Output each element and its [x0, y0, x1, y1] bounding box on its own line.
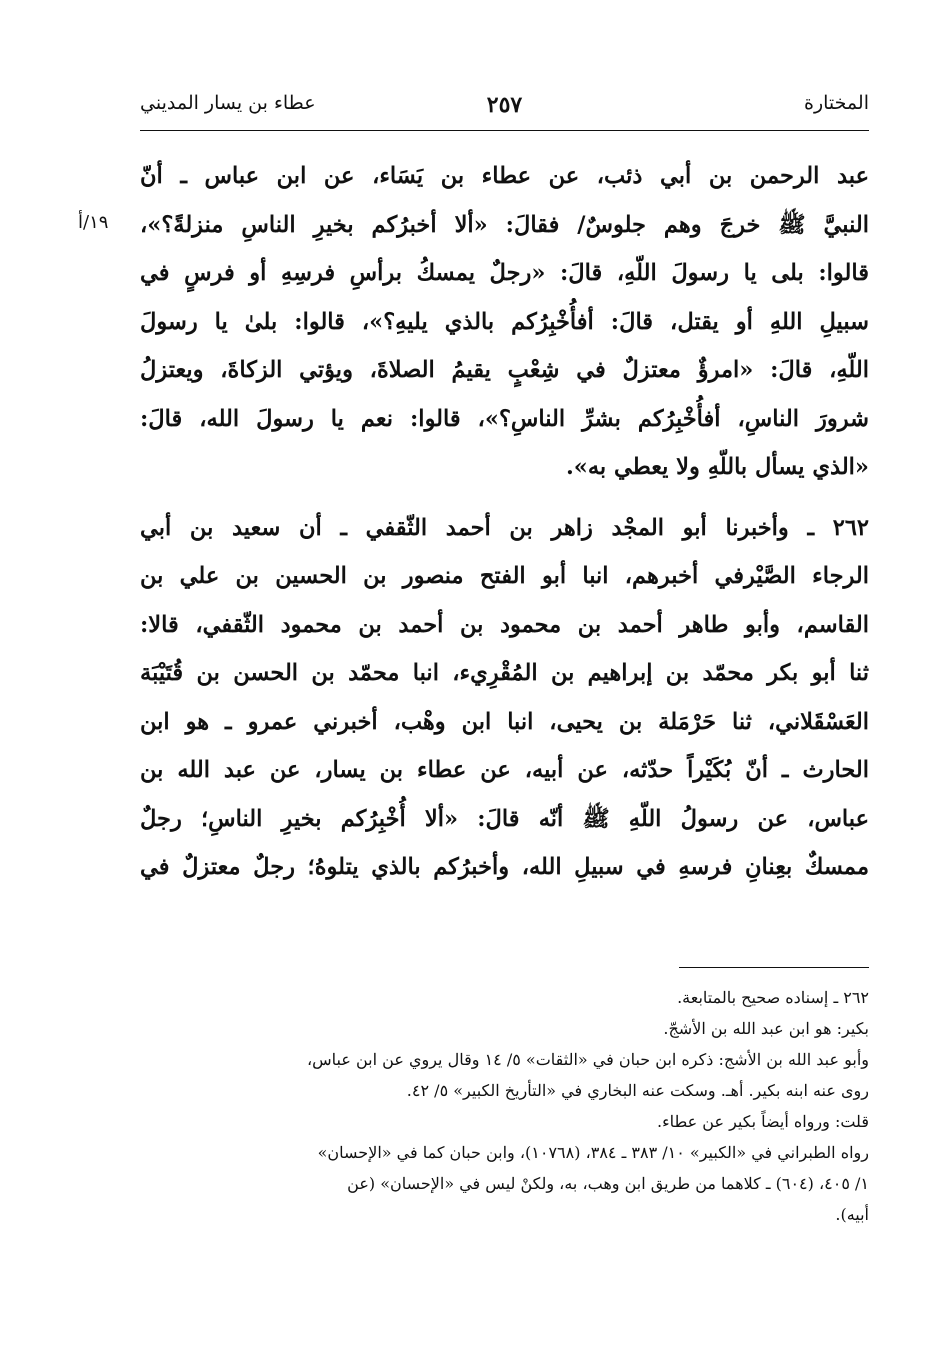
- text-line: النبيَّ ﷺ خرجَ وهم جلوسٌ/ فقالَ: «ألا أخبرُكم بخيرِ الناسِ منزلةً؟»،: [140, 211, 869, 238]
- book-title: المختارة: [804, 92, 869, 114]
- paragraph-1: [140, 152, 869, 492]
- text-line: الرجاء الصَّيْرفي أخبرهم، انبا أبو الفتح منصور بن الحسين بن علي بن: [140, 563, 869, 589]
- footnote-line: ٢٦٢ ـ إسناده صحيح بالمتابعة.: [677, 988, 869, 1007]
- text-line: عبد الرحمن بن أبي ذئب، عن عطاء بن يَسَاء، عن ابن عباس ـ أنّ: [140, 163, 869, 189]
- footnote-line: ١/ ٤٠٥، (٦٠٤) ـ كلاهما من طريق ابن وهب، به، ولكنْ ليس في «الإحسان» (عن: [347, 1174, 869, 1193]
- footnote-line: قلت: ورواه أيضاً بكير عن عطاء.: [657, 1112, 869, 1131]
- footnotes: [140, 982, 869, 1230]
- footnote-line: وأبو عبد الله بن الأشج: ذكره ابن حبان في «الثقات» ٥/ ١٤ وقال يروي عن ابن عباس،: [306, 1050, 869, 1069]
- margin-note: ١٩/أ: [78, 212, 109, 233]
- paragraph-2: [140, 504, 869, 892]
- footnote-line: أبيه).: [835, 1205, 869, 1224]
- chapter-title: عطاء بن يسار المديني: [140, 92, 316, 114]
- text-line: ٢٦٢ ـ وأخبرنا أبو المجْد زاهر بن أحمد الثّقفي ـ أن سعيد بن أبي: [140, 514, 869, 541]
- text-line: اللّهِ، قالَ: «امرؤٌ معتزلٌ في شِعْبٍ يقيمُ الصلاةَ، ويؤتي الزكاةَ، ويعتزلُ: [140, 357, 869, 383]
- page-header: [140, 92, 869, 132]
- header-rule: [140, 130, 869, 131]
- footnote-rule: [679, 967, 869, 968]
- page-number: ٢٥٧: [486, 92, 523, 118]
- text-line: العَسْقَلاني، ثنا حَرْمَلة بن يحيى، انبا ابن وهْب، أخبرني عمرو ـ هو ابن: [140, 708, 869, 735]
- text-line: عباس، عن رسولُ اللّهِ ﷺ أنّه قالَ: «ألا أُخْبِرُكم بخيرِ الناسِ؛ رجلٌ: [140, 805, 869, 832]
- text-line: الحارث ـ أنّ بُكَيْراً حدّثه، عن أبيه، عن عطاء بن يسار، عن عبد الله بن: [140, 757, 869, 783]
- text-line: «الذي يسأل باللّهِ ولا يعطي به».: [565, 454, 869, 480]
- text-line: سبيلِ اللهِ أو يقتل، قالَ: أفأُخْبِرُكم بالذي يليهِ؟»، قالوا: بلىٰ يا رسولَ: [140, 308, 869, 335]
- footnote-line: روى عنه ابنه بكير. أهـ. وسكت عنه البخاري في «التأريخ الكبير» ٥/ ٤٢.: [406, 1081, 869, 1100]
- text-line: قالوا: بلى يا رسولَ اللّهِ، قالَ: «رجلٌ يمسكُ برأسِ فرسِهِ أو فرسٍ في: [140, 260, 869, 286]
- text-line: ثنا أبو بكر محمّد بن إبراهيم بن المُقْرِيء، انبا محمّد بن الحسن بن قُتَيْبَة: [140, 660, 869, 686]
- footnote-line: بكير: هو ابن عبد الله بن الأشجّ.: [663, 1019, 869, 1038]
- main-text: [140, 152, 869, 892]
- text-line: شرورَ الناسِ، أفأُخْبِرُكم بشرِّ الناسِ؟»، قالوا: نعم يا رسولَ الله، قالَ:: [140, 405, 869, 432]
- footnote-line: رواه الطبراني في «الكبير» ١٠/ ٣٨٣ ـ ٣٨٤، (١٠٧٦٨)، وابن حبان كما في «الإحسان»: [317, 1143, 869, 1162]
- text-line: القاسم، وأبو طاهر أحمد بن محمود بن أحمد بن محمود الثّقفي، قالا:: [140, 611, 869, 638]
- text-line: ممسكٌ بعِنانِ فرسهِ في سبيلِ الله، وأخبرُكم بالذي يتلوهُ؛ رجلٌ معتزلٌ في: [140, 854, 869, 880]
